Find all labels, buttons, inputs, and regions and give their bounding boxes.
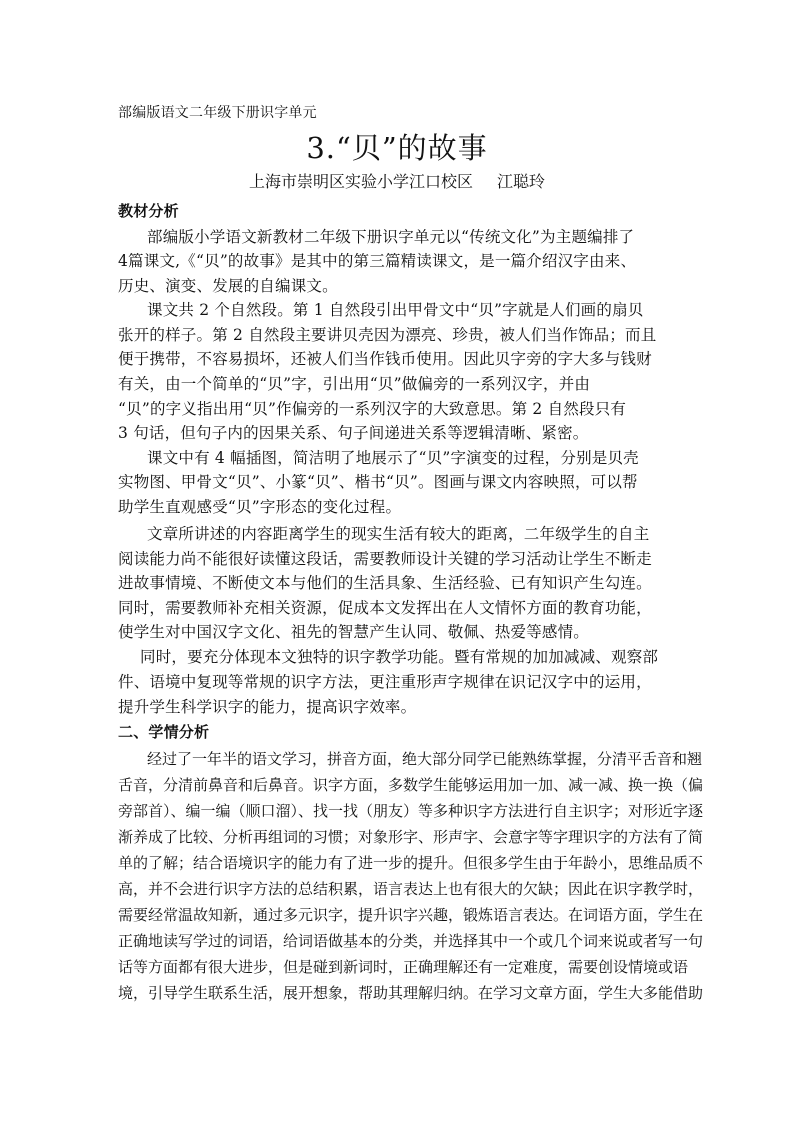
- paragraph-line: 正确地读写学过的词语，给词语做基本的分类，并选择其中一个或几个词来说或者写一句: [118, 932, 704, 950]
- paragraph-line: 有关，由一个简单的“贝”字，引出用“贝”做偏旁的一系列汉字，并由: [118, 375, 591, 393]
- paragraph-line: 件、语境中复现等常规的识字方法，更注重形声字规律在识记汉字中的运用，: [118, 673, 652, 691]
- paragraph-line: 经过了一年半的语文学习，拼音方面，绝大部分同学已能熟练掌握，分清平舌音和翘: [147, 750, 703, 768]
- author-name: 江聪玲: [497, 172, 546, 191]
- paragraph-line: 同时，要充分体现本文独特的识字教学功能。暨有常规的加加减减、观察部: [140, 648, 659, 666]
- paragraph-line: 助学生直观感受“贝”字形态的变化过程。: [118, 498, 402, 516]
- paragraph-line: 3 句话，但句子内的因果关系、句子间递进关系等逻辑清晰、紧密。: [118, 424, 589, 442]
- paragraph-line: 便于携带，不容易损坏，还被人们当作钱币使用。因此贝字旁的字大多与钱财: [118, 350, 652, 368]
- paragraph-line: 部编版小学语文新教材二年级下册识字单元以“传统文化”为主题编排了: [147, 228, 635, 246]
- paragraph-line: 课文共 2 个自然段。第 1 自然段引出甲骨文中“贝”字就是人们画的扇贝: [147, 301, 644, 319]
- paragraph-line: 进故事情境、不断使文本与他们的生活具象、生活经验、已有知识产生勾连。: [118, 574, 652, 592]
- paragraph-line: 4篇课文,《“贝”的故事》是其中的第三篇精读课文，是一篇介绍汉字由来、: [118, 252, 637, 270]
- paragraph-line: 历史、演变、发展的自编课文。: [118, 277, 338, 295]
- paragraph-line: 实物图、甲骨文“贝”、小篆“贝”、楷书“贝”。图画与课文内容映照，可以帮: [118, 473, 638, 491]
- paragraph-line: 舌音，分清前鼻音和后鼻音。识字方面，多数学生能够运用加一加、减一减、换一换（偏: [118, 776, 704, 794]
- document-title: 3.“贝”的故事: [306, 131, 488, 165]
- paragraph-line: 张开的样子。第 2 自然段主要讲贝壳因为漂亮、珍贵，被人们当作饰品；而且: [118, 326, 657, 344]
- author-line: [0, 172, 794, 192]
- paragraph-line: “贝”的字义指出用“贝”作偏旁的一系列汉字的大致意思。第 2 自然段只有: [118, 400, 627, 418]
- paragraph-line: 同时，需要教师补充相关资源，促成本文发挥出在人文情怀方面的教育功能，: [118, 599, 652, 617]
- paragraph-line: 需要经常温故知新，通过多元识字，提升识字兴趣，锻炼语言表达。在词语方面，学生在: [118, 906, 704, 924]
- paragraph-line: 提升学生科学识字的能力，提高识字效率。: [118, 698, 417, 716]
- section-heading-student-analysis: 二、学情分析: [118, 723, 210, 741]
- author-school: 上海市崇明区实验小学江口校区: [248, 172, 473, 191]
- paragraph-line: 境，引导学生联系生活，展开想象，帮助其理解归纳。在学习文章方面，学生大多能借助: [118, 984, 704, 1002]
- paragraph-line: 旁部首）、编一编（顺口溜）、找一找（朋友）等多种识字方法进行自主识字；对形近字逐: [118, 802, 704, 820]
- paragraph-line: 课文中有 4 幅插图，简洁明了地展示了“贝”字演变的过程，分别是贝壳: [147, 449, 639, 467]
- paragraph-line: 使学生对中国汉字文化、祖先的智慧产生认同、敬佩、热爱等感情。: [118, 623, 590, 641]
- paragraph-line: 单的了解；结合语境识字的能力有了进一步的提升。但很多学生由于年龄小，思维品质不: [118, 854, 704, 872]
- paragraph-line: 渐养成了比较、分析再组词的习惯；对象形字、形声字、会意字等字理识字的方法有了简: [118, 828, 704, 846]
- paragraph-line: 高，并不会进行识字方法的总结积累，语言表达上也有很大的欠缺；因此在识字教学时，: [118, 880, 704, 898]
- paragraph-line: 文章所讲述的内容距离学生的现实生活有较大的距离，二年级学生的自主: [147, 525, 650, 543]
- paragraph-line: 话等方面都有很大进步，但是碰到新词时，正确理解还有一定难度，需要创设情境或语: [118, 958, 689, 976]
- paragraph-line: 阅读能力尚不能很好读懂这段话，需要教师设计关键的学习活动让学生不断走: [118, 550, 652, 568]
- section-heading-textbook-analysis: 教材分析: [118, 202, 179, 220]
- document-header: 部编版语文二年级下册识字单元: [118, 105, 317, 121]
